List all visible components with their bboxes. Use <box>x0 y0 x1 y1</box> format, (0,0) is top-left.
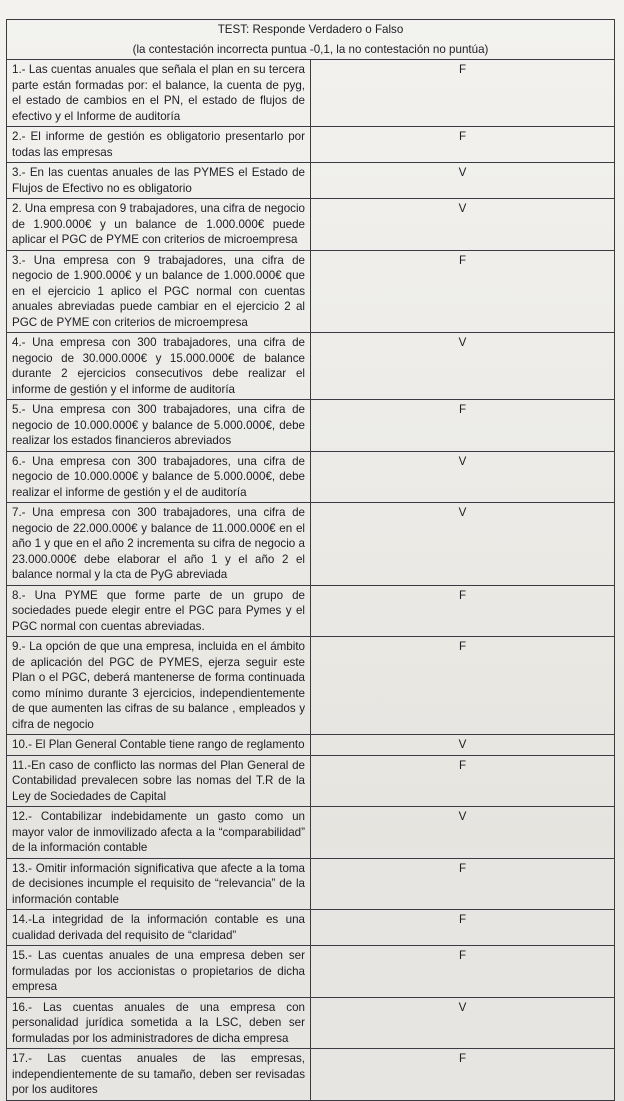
answer-cell: V <box>311 333 615 400</box>
question-row <box>7 250 615 333</box>
answer-cell: F <box>311 637 615 735</box>
answer-cell: V <box>311 997 615 1049</box>
question-text: 2. Una empresa con 9 trabajadores, una cifra de negocio de 1.900.000€ y un balance de 1.000.000€ puede aplicar el PGC de PYME con criterios de microempresa <box>7 199 311 251</box>
question-row <box>7 997 615 1049</box>
question-text: 7.- Una empresa con 300 trabajadores, una cifra de negocio de 22.000.000€ y balance de 11.000.000€ en el año 1 y que en el año 2 incrementa su cifra de negocio a 23.000.000€ debe elaborar el año 1 y el año 2 el balance normal y la cta de PyG abreviada <box>7 503 311 586</box>
test-subtitle: (la contestación incorrecta puntua -0,1, la no contestación no puntúa) <box>132 42 489 56</box>
question-row <box>7 451 615 503</box>
question-text: 12.- Contabilizar indebidamente un gasto como un mayor valor de inmovilizado afecta a la “comparabilidad” de la información contable <box>7 807 311 859</box>
answer-cell: V <box>311 163 615 199</box>
question-text: 9.- La opción de que una empresa, incluida en el ámbito de aplicación del PGC de PYMES, ejerza seguir este Plan o el PGC, deberá mantenerse de forma continuada como mínimo durante 3 ejercicios, independientemente de que aumenten las cifras de su balance , empleados y cifra de negocio <box>7 637 311 735</box>
question-text: 15.- Las cuentas anuales de una empresa deben ser formuladas por los accionistas o propietarios de dicha empresa <box>7 946 311 998</box>
question-row <box>7 755 615 807</box>
question-row <box>7 1049 615 1101</box>
question-text: 5.- Una empresa con 300 trabajadores, una cifra de negocio de 10.000.000€ y balance de 5.000.000€, debe realizar los estados financieros abreviados <box>7 400 311 452</box>
question-row <box>7 637 615 735</box>
test-title: TEST: Responde Verdadero o Falso <box>217 23 404 36</box>
question-row <box>7 163 615 199</box>
question-row <box>7 199 615 251</box>
question-text: 14.-La integridad de la información contable es una cualidad derivada del requisito de “claridad” <box>7 910 311 946</box>
question-text: 10.- El Plan General Contable tiene rango de reglamento <box>7 735 311 756</box>
answer-cell: F <box>311 910 615 946</box>
answer-cell: F <box>311 400 615 452</box>
answer-cell: F <box>311 250 615 333</box>
answer-cell: V <box>311 199 615 251</box>
answer-cell: F <box>311 755 615 807</box>
answer-cell: F <box>311 127 615 163</box>
question-text: 4.- Una empresa con 300 trabajadores, una cifra de negocio de 30.000.000€ y 15.000.000€ de balance durante 2 ejercicios consecutivos debe realizar el informe de gestión y el informe de auditoría <box>7 333 311 400</box>
question-row <box>7 807 615 859</box>
question-row <box>7 127 615 163</box>
question-row <box>7 735 615 756</box>
question-text: 17.- Las cuentas anuales de las empresas, independientemente de su tamaño, deben ser revisadas por los auditores <box>7 1049 311 1101</box>
question-text: 6.- Una empresa con 300 trabajadores, una cifra de negocio de 10.000.000€ y balance de 5.000.000€, debe realizar el informe de gestión y el de auditoría <box>7 451 311 503</box>
question-row <box>7 910 615 946</box>
question-text: 16.- Las cuentas anuales de una empresa con personalidad jurídica sometida a la LSC, deben ser formuladas por los administradores de dicha empresa <box>7 997 311 1049</box>
answer-cell: F <box>311 585 615 637</box>
answer-cell: V <box>311 807 615 859</box>
question-row <box>7 503 615 586</box>
question-text: 1.- Las cuentas anuales que señala el plan en su tercera parte están formadas por: el balance, la cuenta de pyg, el estado de cambios en el PN, el estado de flujos de efectivo y el Informe de auditoría <box>7 60 311 127</box>
question-text: 8.- Una PYME que forme parte de un grupo de sociedades puede elegir entre el PGC para Pymes y el PGC normal con cuentas abreviadas. <box>7 585 311 637</box>
question-text: 3.- Una empresa con 9 trabajadores, una cifra de negocio de 1.900.000€ y un balance de 1.000.000€ que en el ejercicio 1 aplico el PGC normal con cuentas anuales abreviadas puede cambiar en el ejercicio 2 al PGC de PYME con criterios de microempresa <box>7 250 311 333</box>
question-row <box>7 60 615 127</box>
question-row <box>7 585 615 637</box>
question-text: 3.- En las cuentas anuales de las PYMES el Estado de Flujos de Efectivo no es obligatorio <box>7 163 311 199</box>
answer-cell: V <box>311 451 615 503</box>
question-row <box>7 333 615 400</box>
question-text: 13.- Omitir información significativa que afecte a la toma de decisiones incumple el requisito de “relevancia” de la información contable <box>7 858 311 910</box>
answer-cell: F <box>311 1049 615 1101</box>
answer-cell: F <box>311 946 615 998</box>
question-row <box>7 858 615 910</box>
quiz-table <box>6 19 615 1101</box>
header-cell <box>7 20 615 60</box>
answer-cell: V <box>311 735 615 756</box>
question-row <box>7 946 615 998</box>
question-text: 2.- El informe de gestión es obligatorio presentarlo por todas las empresas <box>7 127 311 163</box>
answer-cell: F <box>311 60 615 127</box>
question-row <box>7 400 615 452</box>
answer-cell: F <box>311 858 615 910</box>
header-row <box>7 20 615 60</box>
quiz-body <box>7 20 615 1101</box>
question-text: 11.-En caso de conflicto las normas del Plan General de Contabilidad prevalecen sobre las nomas del T.R de la Ley de Sociedades de Capital <box>7 755 311 807</box>
answer-cell: V <box>311 503 615 586</box>
